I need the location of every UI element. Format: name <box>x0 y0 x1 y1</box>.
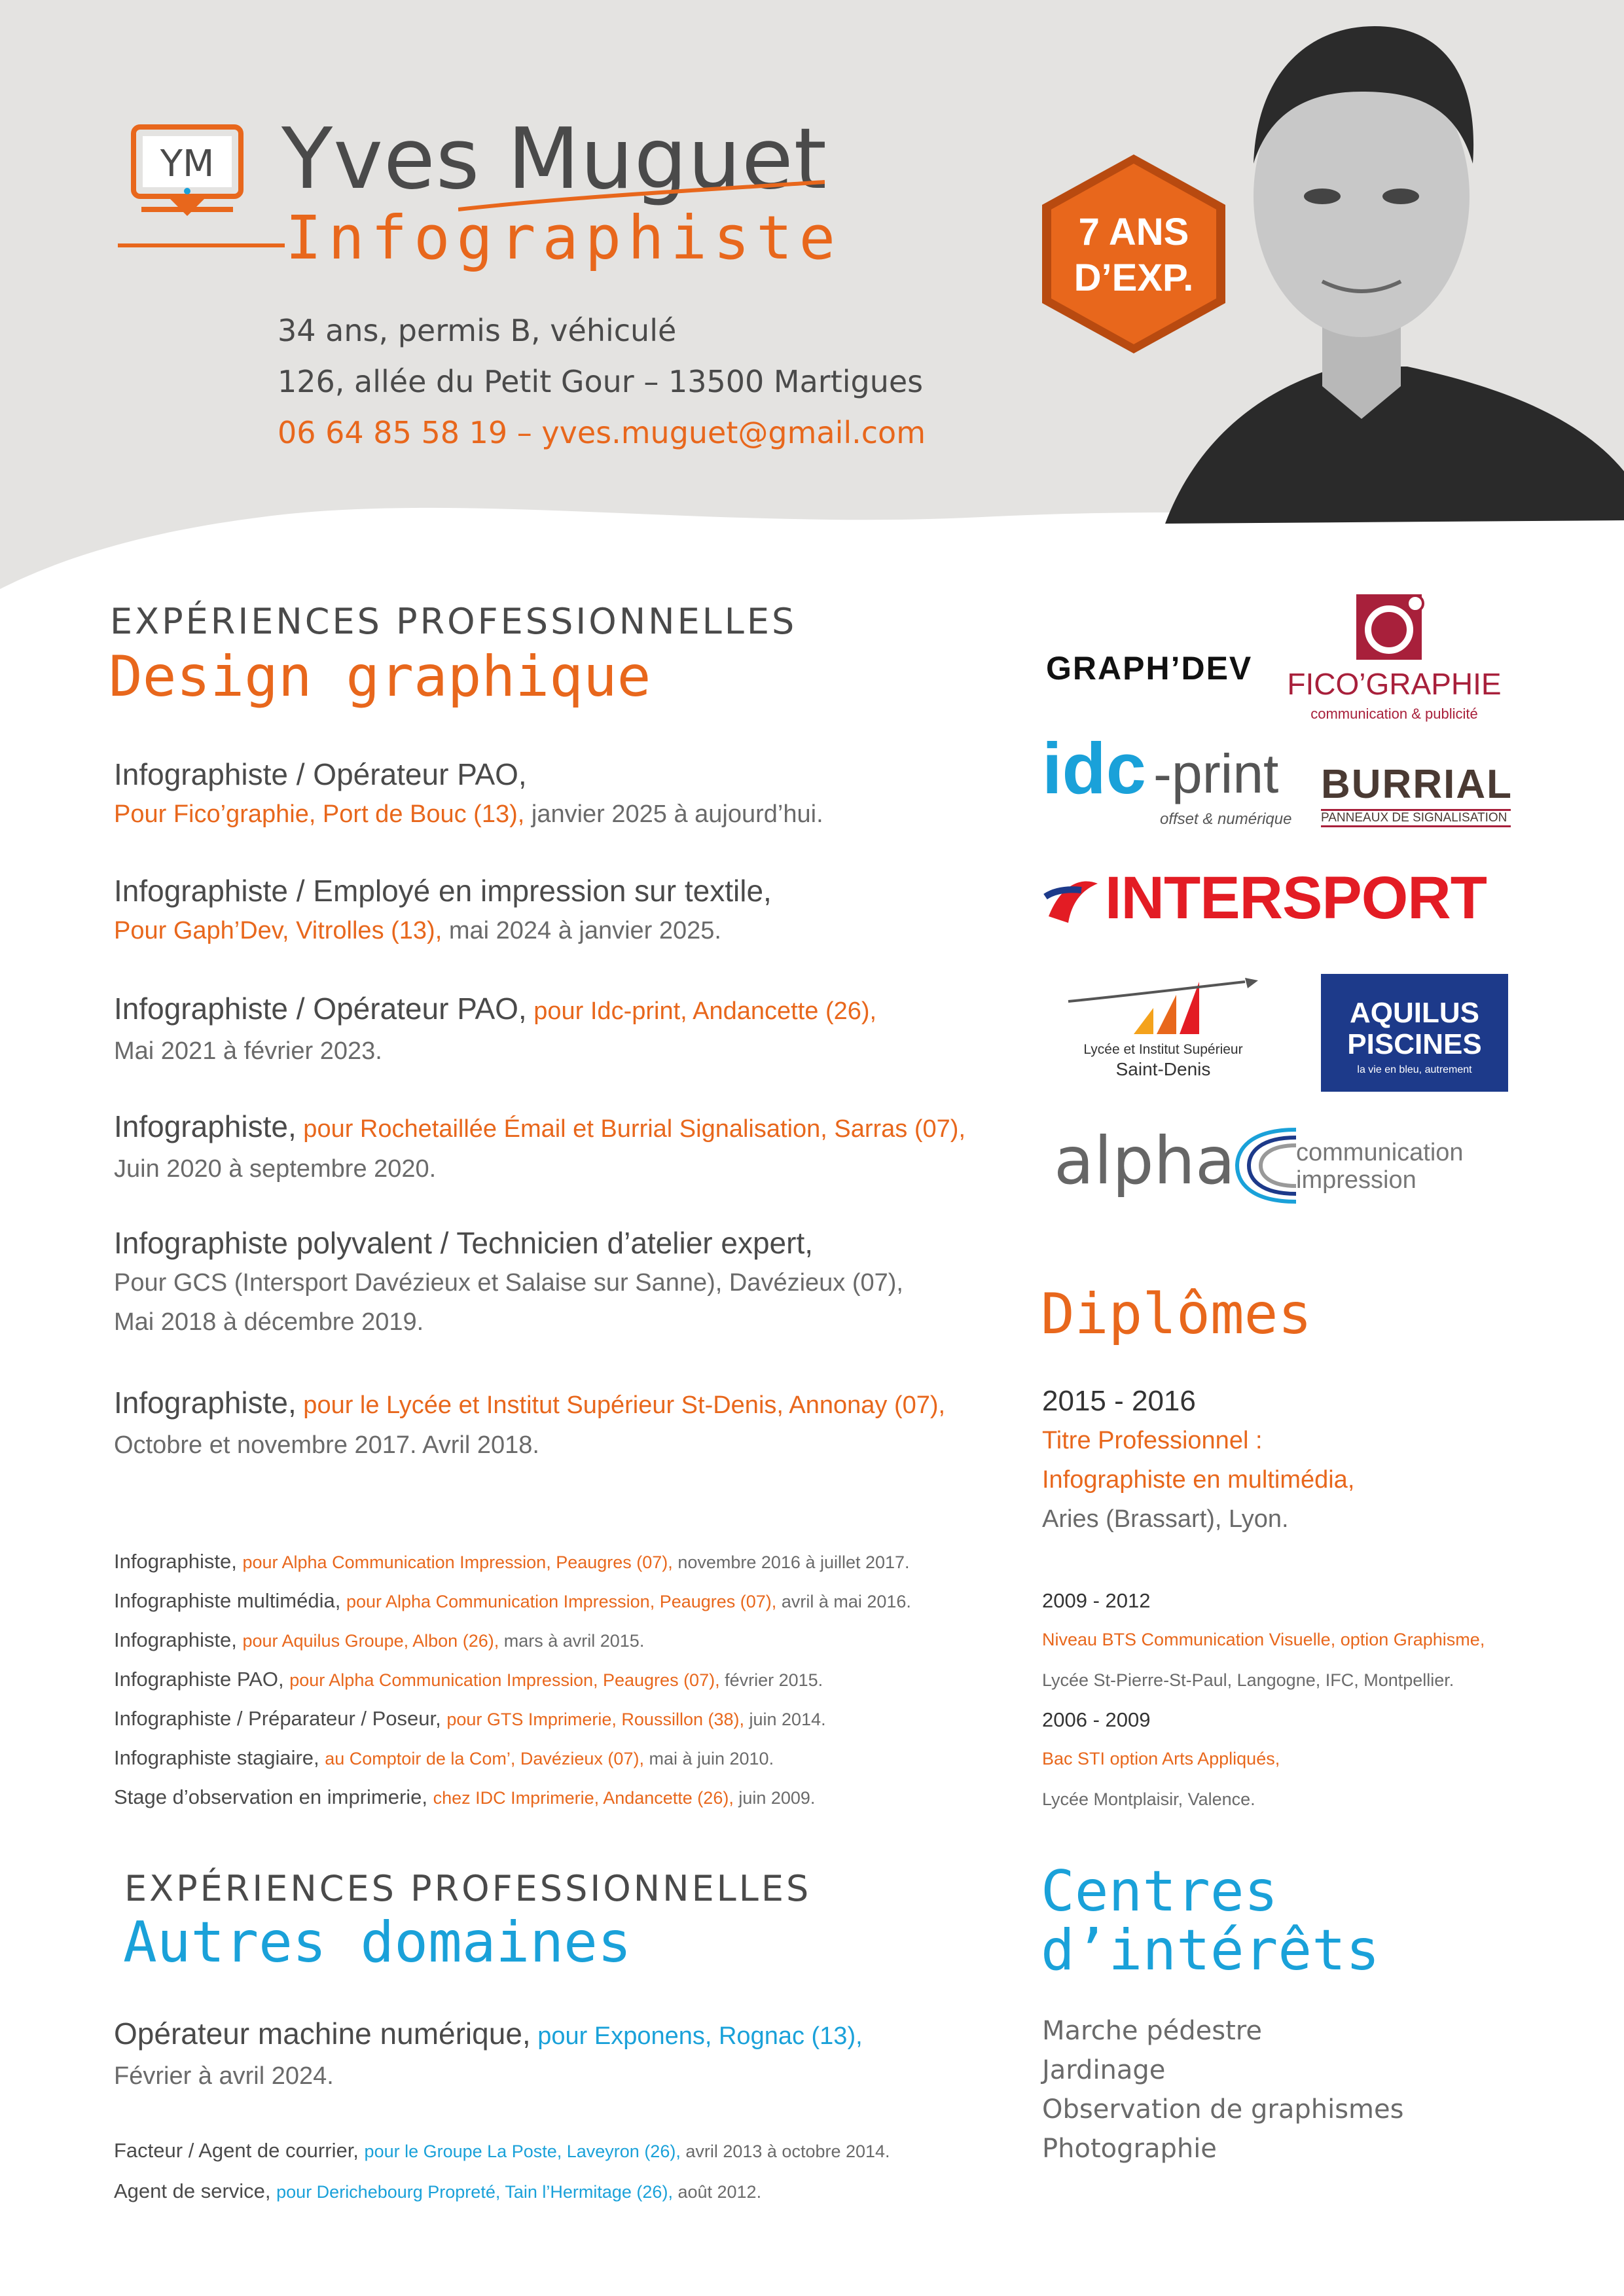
aquilus-line1: AQUILUS <box>1350 997 1479 1029</box>
small-job-employer: pour Derichebourg Propreté, Tain l’Hermitage (26), <box>276 2182 673 2202</box>
job-role: Infographiste, <box>114 1109 297 1143</box>
interests-title-line1: Centres <box>1041 1859 1278 1924</box>
aquilus-logo <box>1321 974 1508 1092</box>
diploma-years: 2006 - 2009 <box>1042 1708 1151 1731</box>
diploma-place: Lycée Montplaisir, Valence. <box>1042 1789 1255 1809</box>
small-job-row <box>114 1707 826 1731</box>
info-contact: 06 64 85 58 19 – yves.muguet@gmail.com <box>278 415 926 450</box>
job-dates: Mai 2018 à décembre 2019. <box>114 1308 424 1336</box>
candidate-title: Infographiste <box>285 203 842 273</box>
small-job-row <box>114 1628 644 1652</box>
other-section-title: Autres domaines <box>123 1910 632 1975</box>
ficographie-tagline: communication & publicité <box>1310 706 1478 722</box>
job-employer: pour le Lycée et Institut Supérieur St-Denis, Annonay (07), <box>296 1391 946 1419</box>
small-job-dates: mars à avril 2015. <box>499 1631 645 1651</box>
job-role: Infographiste, <box>114 1386 297 1420</box>
interest-item: Marche pédestre <box>1042 2016 1262 2046</box>
burrial-tagline: PANNEAUX DE SIGNALISATION <box>1321 809 1511 827</box>
small-job-employer: pour Alpha Communication Impression, Peaugres (07), <box>346 1592 777 1611</box>
small-job-row <box>114 1550 910 1573</box>
alpha-sub1: communication <box>1296 1139 1464 1166</box>
job-entry <box>114 754 991 834</box>
job-employer: pour Rochetaillée Émail et Burrial Signalisation, Sarras (07), <box>296 1115 966 1143</box>
lycee-saint-denis-logo <box>1055 969 1271 1080</box>
idc-mark: idc <box>1042 728 1146 809</box>
small-job-employer: pour Aquilus Groupe, Albon (26), <box>242 1631 499 1651</box>
job-dates: janvier 2025 à aujourd’hui. <box>524 800 823 828</box>
small-job-role: Infographiste stagiaire, <box>114 1746 325 1769</box>
small-job-employer: pour Alpha Communication Impression, Peaugres (07), <box>289 1670 720 1690</box>
small-job-role: Infographiste, <box>114 1550 243 1573</box>
job-employer: Pour GCS (Intersport Davézieux et Salaise sur Sanne), Davézieux (07), <box>114 1269 903 1297</box>
alpha-logo <box>1054 1123 1512 1208</box>
experience-badge <box>1029 149 1238 359</box>
small-job-row <box>114 1668 823 1691</box>
job-entry <box>114 1223 991 1342</box>
burrial-name: BURRIAL <box>1321 762 1513 807</box>
info-age: 34 ans, permis B, véhiculé <box>278 313 677 348</box>
candidate-name: Yves Muguet <box>281 111 827 208</box>
diploma-years: 2015 - 2016 <box>1042 1385 1196 1417</box>
small-job-role: Agent de service, <box>114 2179 277 2202</box>
small-job-employer: pour Alpha Communication Impression, Peaugres (07), <box>242 1552 673 1572</box>
small-job-role: Infographiste PAO, <box>114 1668 290 1691</box>
ficographie-logo <box>1283 589 1506 730</box>
intersport-word: INTERSPORT <box>1105 865 1487 931</box>
job-role: Infographiste / Opérateur PAO, <box>114 757 527 791</box>
graphdev-logo: GRAPH’DEV <box>1046 650 1253 687</box>
small-job-dates: novembre 2016 à juillet 2017. <box>672 1552 910 1572</box>
small-job-dates: août 2012. <box>672 2182 762 2202</box>
small-job-dates: juin 2009. <box>733 1788 816 1808</box>
small-job-dates: février 2015. <box>719 1670 823 1690</box>
interest-item: Jardinage <box>1042 2055 1166 2085</box>
interest-item: Observation de graphismes <box>1042 2094 1404 2125</box>
job-entry <box>114 2013 991 2096</box>
burrial-logo <box>1321 764 1511 830</box>
small-job-employer: pour GTS Imprimerie, Roussillon (38), <box>446 1710 744 1729</box>
small-job-role: Infographiste, <box>114 1628 243 1651</box>
small-job-row <box>114 1785 815 1809</box>
job-employer: pour Idc-print, Andancette (26), <box>526 997 877 1025</box>
aquilus-tagline: la vie en bleu, autrement <box>1357 1064 1472 1075</box>
info-address: 126, allée du Petit Gour – 13500 Martigues <box>278 364 924 399</box>
intersport-logo <box>1042 863 1513 935</box>
badge-line1: 7 ANS <box>1078 211 1189 253</box>
job-dates: Mai 2021 à février 2023. <box>114 1037 382 1065</box>
job-dates: Février à avril 2024. <box>114 2062 334 2090</box>
diploma-title: Niveau BTS Communication Visuelle, option Graphisme, <box>1042 1630 1485 1649</box>
job-dates: Octobre et novembre 2017. Avril 2018. <box>114 1431 539 1459</box>
diploma-place: Aries (Brassart), Lyon. <box>1042 1505 1289 1533</box>
idc-print-logo <box>1042 728 1297 831</box>
diploma-title: Titre Professionnel : <box>1042 1427 1263 1454</box>
job-employer: Pour Fico’graphie, Port de Bouc (13), <box>114 800 525 828</box>
alpha-word: alpha <box>1054 1122 1236 1199</box>
other-section-label: EXPÉRIENCES PROFESSIONNELLES <box>124 1868 812 1909</box>
small-job-role: Stage d’observation en imprimerie, <box>114 1785 433 1808</box>
small-job-row <box>114 1746 774 1770</box>
lycee-line2: Saint-Denis <box>1115 1059 1211 1079</box>
small-job-dates: juin 2014. <box>744 1710 826 1729</box>
job-entry <box>114 1106 991 1189</box>
small-job-employer: chez IDC Imprimerie, Andancette (26), <box>433 1788 734 1808</box>
job-employer: Pour Gaph’Dev, Vitrolles (13), <box>114 917 442 944</box>
diploma-place: Lycée St-Pierre-St-Paul, Langogne, IFC, Montpellier. <box>1042 1670 1454 1690</box>
aquilus-line2: PISCINES <box>1347 1028 1482 1060</box>
interests-title-line2: d’intérêts <box>1041 1918 1380 1983</box>
design-section-label: EXPÉRIENCES PROFESSIONNELLES <box>110 601 797 642</box>
job-role: Infographiste / Opérateur PAO, <box>114 992 527 1026</box>
job-role: Opérateur machine numérique, <box>114 2017 531 2051</box>
small-job-role: Facteur / Agent de courrier, <box>114 2139 365 2162</box>
job-role: Infographiste / Employé en impression sur textile, <box>114 874 772 908</box>
alpha-sub2: impression <box>1296 1166 1416 1194</box>
small-job-employer: au Comptoir de la Com’, Davézieux (07), <box>325 1749 644 1768</box>
job-dates: mai 2024 à janvier 2025. <box>442 917 721 944</box>
badge-line2: D’EXP. <box>1074 257 1194 299</box>
small-job-row <box>114 1589 911 1613</box>
interest-item: Photographie <box>1042 2134 1217 2164</box>
idc-print-word: -print <box>1153 743 1279 804</box>
intersport-name <box>1105 865 1487 931</box>
job-entry <box>114 1382 991 1465</box>
diplomas-title: Diplômes <box>1041 1282 1312 1347</box>
job-entry <box>114 870 991 950</box>
job-entry <box>114 988 991 1071</box>
small-job-dates: avril à mai 2016. <box>776 1592 911 1611</box>
diploma-years: 2009 - 2012 <box>1042 1589 1151 1612</box>
lycee-line1: Lycée et Institut Supérieur <box>1083 1042 1243 1057</box>
small-job-dates: mai à juin 2010. <box>643 1749 774 1768</box>
diploma-title: Infographiste en multimédia, <box>1042 1466 1355 1494</box>
job-dates: Juin 2020 à septembre 2020. <box>114 1155 437 1183</box>
ficographie-name: FICO’GRAPHIE <box>1287 667 1502 701</box>
logo-initials: YM <box>160 143 215 185</box>
design-section-title: Design graphique <box>109 644 651 709</box>
diploma-title: Bac STI option Arts Appliqués, <box>1042 1749 1280 1768</box>
small-job-role: Infographiste multimédia, <box>114 1589 346 1612</box>
small-job-dates: avril 2013 à octobre 2014. <box>680 2142 890 2161</box>
small-job-row <box>114 2139 890 2162</box>
small-job-employer: pour le Groupe La Poste, Laveyron (26), <box>364 2142 681 2161</box>
small-job-role: Infographiste / Préparateur / Poseur, <box>114 1707 447 1730</box>
job-role: Infographiste polyvalent / Technicien d’atelier expert, <box>114 1226 814 1260</box>
small-job-row <box>114 2179 761 2203</box>
idc-tagline: offset & numérique <box>1160 810 1292 828</box>
title-underline <box>118 236 288 255</box>
job-employer: pour Exponens, Rognac (13), <box>530 2022 863 2050</box>
